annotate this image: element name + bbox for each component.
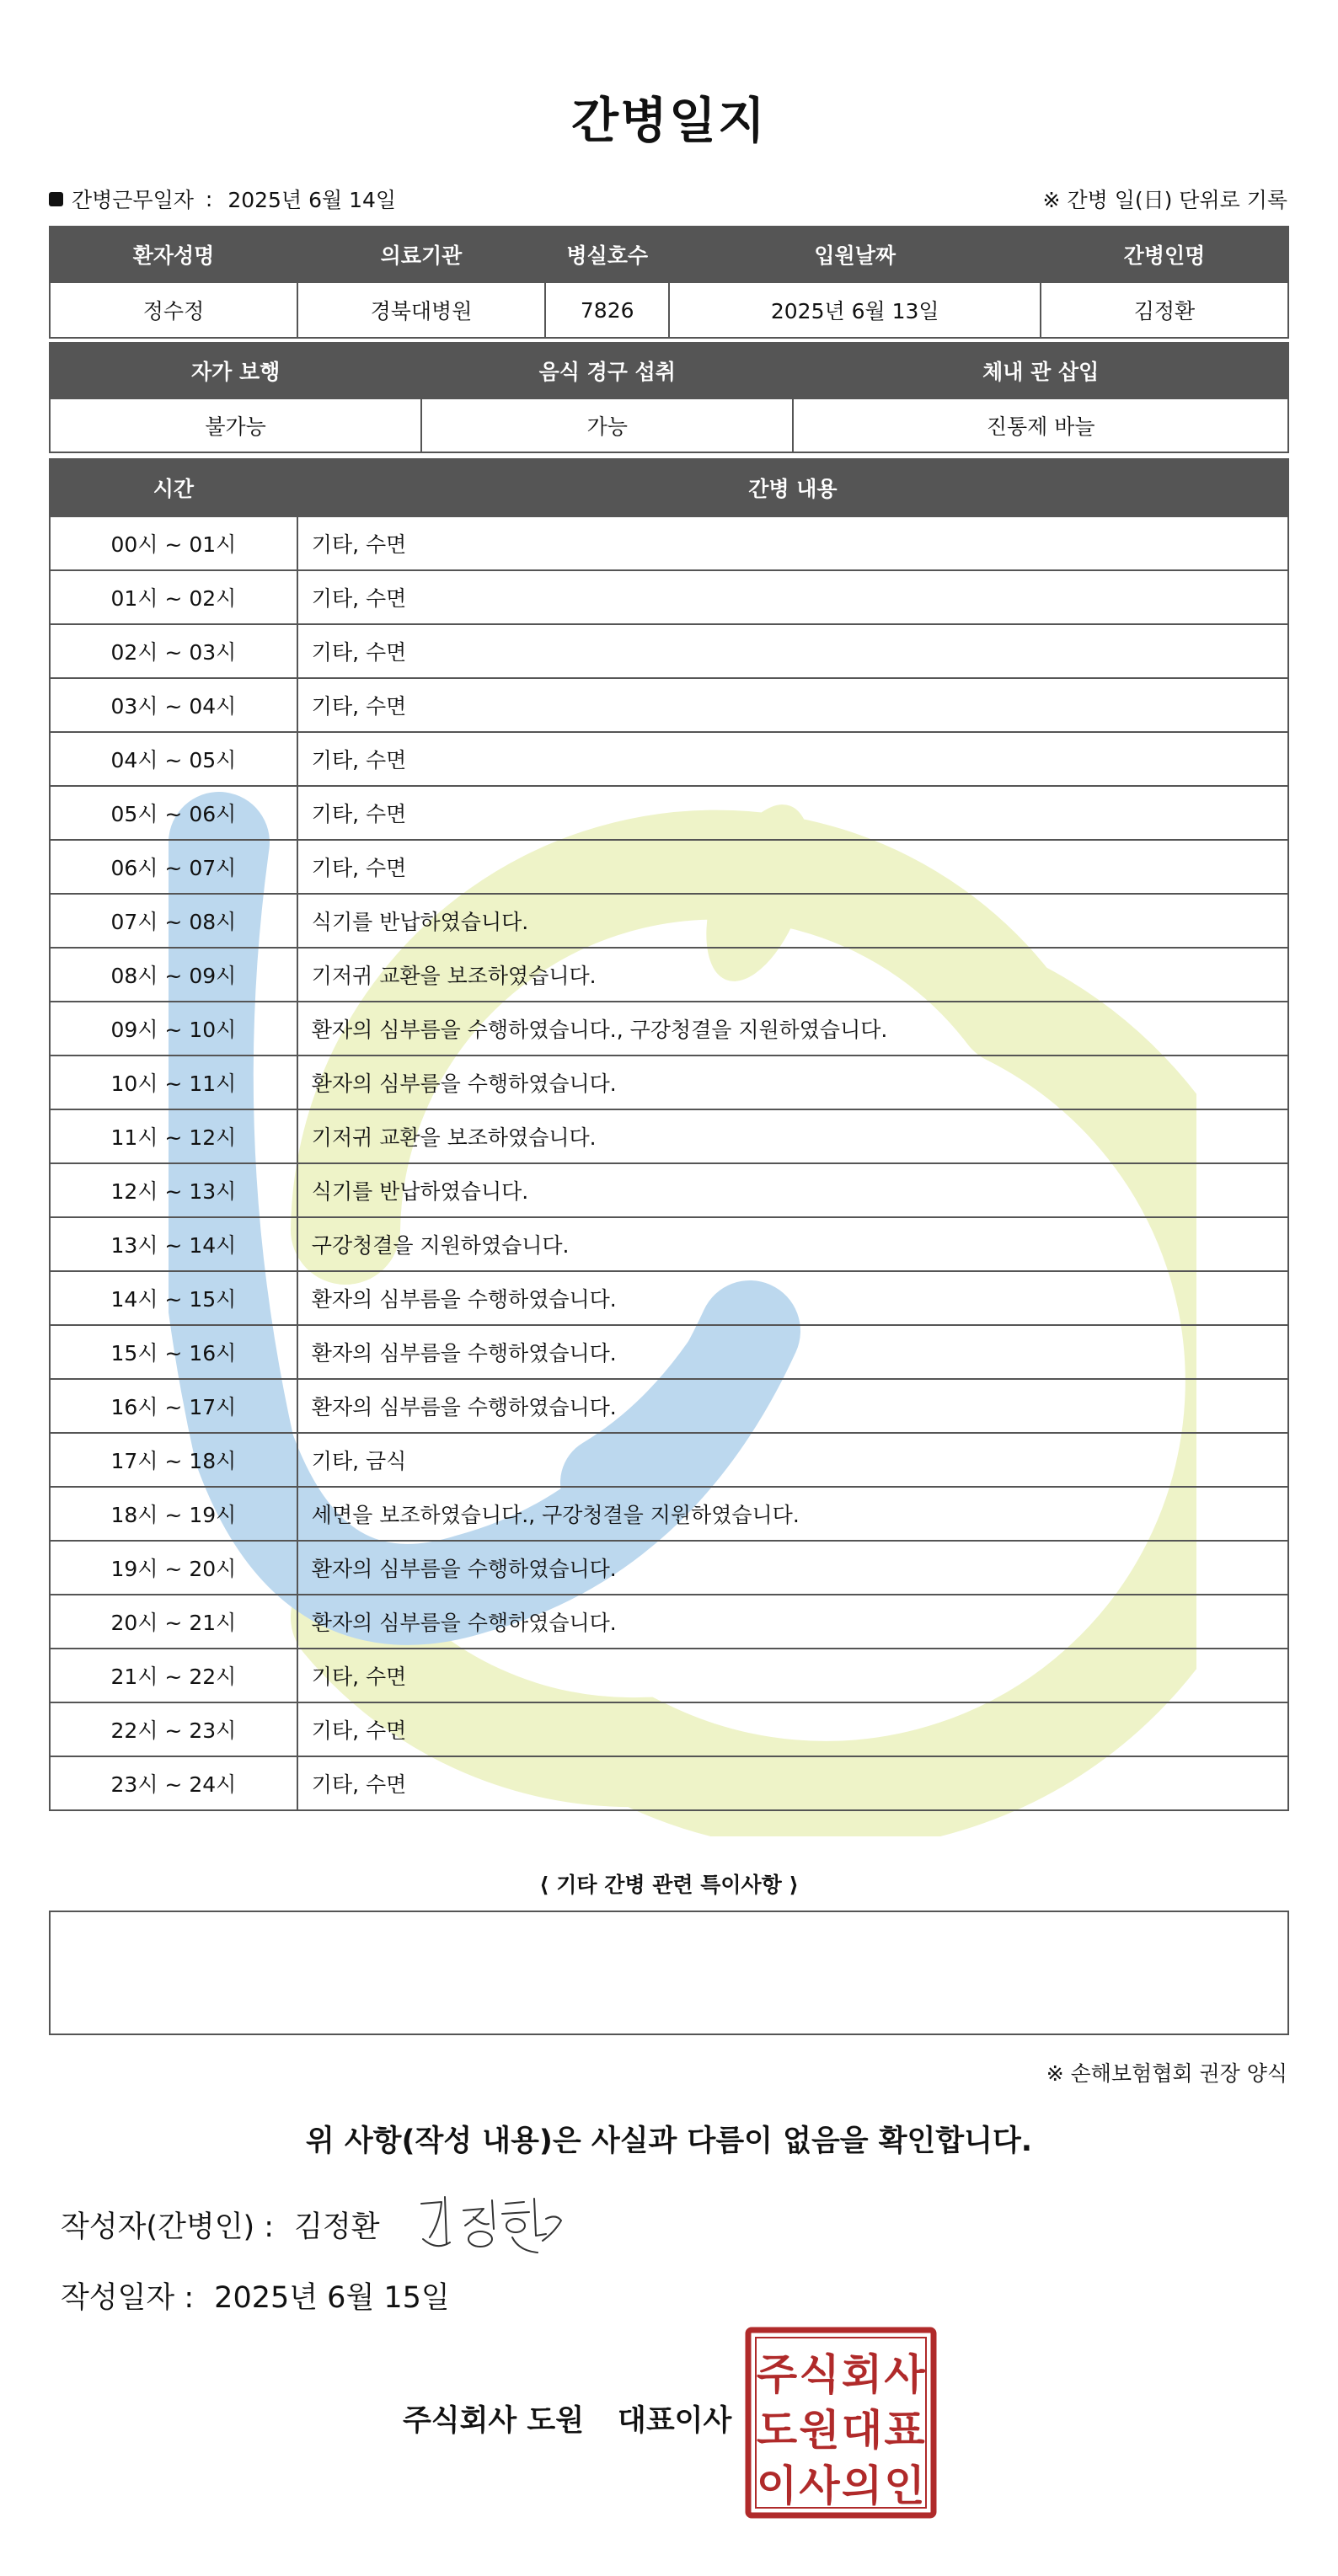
care-log-body: [50, 516, 1288, 1810]
admission-date-value: 2025년 6월 13일: [669, 282, 1040, 338]
care-log-time-cell: 10시 ~ 11시: [50, 1056, 297, 1109]
confirmation-statement: 위 사항(작성 내용)은 사실과 다름이 없음을 확인합니다.: [305, 2124, 1033, 2158]
seal-glyph: 사: [884, 2350, 925, 2399]
care-log-row: [50, 1541, 1288, 1595]
care-log-time-cell: 14시 ~ 15시: [50, 1271, 297, 1325]
care-log-row: [50, 1325, 1288, 1379]
care-log-time-cell: 03시 ~ 04시: [50, 678, 297, 732]
care-log-content-cell: 환자의 심부름을 수행하였습니다.: [297, 1379, 1288, 1433]
care-log-time-cell: 04시 ~ 05시: [50, 732, 297, 786]
care-log-row: [50, 570, 1288, 624]
header-tube-insertion: 체내 관 삽입: [793, 343, 1288, 398]
header-time: 시간: [50, 459, 297, 516]
care-log-content-cell: 환자의 심부름을 수행하였습니다.: [297, 1271, 1288, 1325]
care-log-row: [50, 948, 1288, 1002]
care-log-content-cell: 구강청결을 지원하였습니다.: [297, 1217, 1288, 1271]
header-patient-name: 환자성명: [50, 227, 297, 282]
care-log-row: [50, 1271, 1288, 1325]
form-note: ※ 손해보험협회 권장 양식: [1046, 2061, 1287, 2086]
company-seal-stamp: [745, 2327, 937, 2519]
care-log-row: [50, 732, 1288, 786]
tube-insertion-value: 진통제 바늘: [793, 398, 1288, 452]
care-log-time-cell: 11시 ~ 12시: [50, 1109, 297, 1163]
care-log-content-cell: 기저귀 교환을 보조하였습니다.: [297, 948, 1288, 1002]
care-log-content-cell: 식기를 반납하였습니다.: [297, 1163, 1288, 1217]
care-log-row: [50, 894, 1288, 948]
care-log-header-row: [50, 459, 1288, 516]
company-rep-title: 대표이사: [618, 2404, 732, 2438]
written-date-line: [61, 2274, 450, 2317]
care-log-time-cell: 08시 ~ 09시: [50, 948, 297, 1002]
remarks-box: [49, 1911, 1289, 2035]
seal-glyph: 의: [841, 2461, 883, 2510]
care-log-content-cell: 기타, 수면: [297, 840, 1288, 894]
work-date-value: 2025년 6월 14일: [227, 188, 397, 212]
self-walking-value: 불가능: [50, 398, 421, 452]
header-room-number: 병실호수: [545, 227, 670, 282]
header-oral-intake: 음식 경구 섭취: [421, 343, 793, 398]
company-name: 주식회사 도원: [403, 2404, 585, 2438]
writer-name: 김정환: [294, 2210, 380, 2244]
care-log-content-cell: 환자의 심부름을 수행하였습니다.: [297, 1056, 1288, 1109]
care-log-row: [50, 624, 1288, 678]
header-hospital: 의료기관: [297, 227, 545, 282]
care-log-time-cell: 21시 ~ 22시: [50, 1649, 297, 1702]
work-date-line: [49, 184, 396, 214]
written-date-label: 작성일자 :: [61, 2281, 195, 2315]
care-log-time-cell: 23시 ~ 24시: [50, 1756, 297, 1810]
care-log-content-cell: 식기를 반납하였습니다.: [297, 894, 1288, 948]
seal-glyph: 회: [841, 2350, 883, 2399]
care-log-row: [50, 678, 1288, 732]
care-log-row: [50, 1379, 1288, 1433]
oral-intake-value: 가능: [421, 398, 793, 452]
work-date-colon: :: [205, 186, 213, 211]
care-log-time-cell: 13시 ~ 14시: [50, 1217, 297, 1271]
seal-glyph: 주: [756, 2350, 798, 2399]
header-self-walking: 자가 보행: [50, 343, 421, 398]
care-log-time-cell: 02시 ~ 03시: [50, 624, 297, 678]
care-log-row: [50, 1756, 1288, 1810]
care-log-row: [50, 1487, 1288, 1541]
care-log-content-cell: 기타, 수면: [297, 570, 1288, 624]
caregiver-name-value: 김정환: [1041, 282, 1288, 338]
care-log-content-cell: 기타, 수면: [297, 516, 1288, 570]
care-log-content-cell: 기타, 수면: [297, 1756, 1288, 1810]
patient-status-table: [49, 342, 1289, 453]
writer-line: [61, 2204, 380, 2246]
header-care-content: 간병 내용: [297, 459, 1288, 516]
care-log-time-cell: 18시 ~ 19시: [50, 1487, 297, 1541]
hospital-value: 경북대병원: [297, 282, 545, 338]
care-log-row: [50, 1056, 1288, 1109]
seal-glyph: 표: [884, 2406, 925, 2455]
care-log-content-cell: 환자의 심부름을 수행하였습니다., 구강청결을 지원하였습니다.: [297, 1002, 1288, 1056]
patient-status-header-row: [50, 343, 1288, 398]
remarks-title: ⟨ 기타 간병 관련 특이사항 ⟩: [539, 1873, 799, 1897]
care-log-content-cell: 환자의 심부름을 수행하였습니다.: [297, 1325, 1288, 1379]
seal-glyph: 사: [799, 2461, 840, 2510]
patient-info-value-row: [50, 282, 1288, 338]
room-number-value: 7826: [545, 282, 670, 338]
patient-info-header-row: [50, 227, 1288, 282]
care-log-time-cell: 00시 ~ 01시: [50, 516, 297, 570]
care-log-row: [50, 1649, 1288, 1702]
care-log-content-cell: 세면을 보조하였습니다., 구강청결을 지원하였습니다.: [297, 1487, 1288, 1541]
company-line: [403, 2397, 731, 2440]
written-date-value: 2025년 6월 15일: [214, 2281, 450, 2315]
square-bullet-icon: [49, 192, 63, 206]
care-log-row: [50, 840, 1288, 894]
care-log-row: [50, 1109, 1288, 1163]
header-admission-date: 입원날짜: [669, 227, 1040, 282]
seal-glyph: 이: [756, 2461, 798, 2510]
care-log-row: [50, 1217, 1288, 1271]
care-log-time-cell: 01시 ~ 02시: [50, 570, 297, 624]
care-log-row: [50, 1163, 1288, 1217]
care-log-row: [50, 1002, 1288, 1056]
care-log-time-cell: 16시 ~ 17시: [50, 1379, 297, 1433]
patient-status-value-row: [50, 398, 1288, 452]
writer-label: 작성자(간병인) :: [61, 2210, 275, 2244]
care-log-content-cell: 기타, 수면: [297, 678, 1288, 732]
care-log-time-cell: 06시 ~ 07시: [50, 840, 297, 894]
care-log-time-cell: 07시 ~ 08시: [50, 894, 297, 948]
care-log-time-cell: 09시 ~ 10시: [50, 1002, 297, 1056]
care-log-time-cell: 15시 ~ 16시: [50, 1325, 297, 1379]
handwritten-signature: [411, 2185, 568, 2261]
care-log-content-cell: 기타, 수면: [297, 786, 1288, 840]
care-log-row: [50, 1702, 1288, 1756]
seal-glyph: 식: [799, 2350, 840, 2399]
care-log-time-cell: 19시 ~ 20시: [50, 1541, 297, 1595]
care-log-time-cell: 12시 ~ 13시: [50, 1163, 297, 1217]
care-log-content-cell: 기타, 수면: [297, 732, 1288, 786]
care-log-content-cell: 환자의 심부름을 수행하였습니다.: [297, 1541, 1288, 1595]
seal-glyph: 인: [884, 2461, 925, 2510]
care-log-row: [50, 1595, 1288, 1649]
document-title: 간병일지: [570, 92, 768, 149]
care-log-time-cell: 17시 ~ 18시: [50, 1433, 297, 1487]
care-log-content-cell: 기저귀 교환을 보조하였습니다.: [297, 1109, 1288, 1163]
care-log-content-cell: 기타, 금식: [297, 1433, 1288, 1487]
care-log-row: [50, 1433, 1288, 1487]
care-log-content-cell: 기타, 수면: [297, 624, 1288, 678]
unit-note: ※ 간병 일(日) 단위로 기록: [1042, 188, 1287, 212]
seal-glyph: 원: [799, 2406, 840, 2455]
patient-name-value: 정수정: [50, 282, 297, 338]
care-log-content-cell: 기타, 수면: [297, 1649, 1288, 1702]
care-log-content-cell: 기타, 수면: [297, 1702, 1288, 1756]
work-date-label: 간병근무일자: [72, 188, 194, 212]
seal-glyph: 대: [841, 2406, 883, 2455]
care-log-row: [50, 786, 1288, 840]
care-log-row: [50, 516, 1288, 570]
care-log-time-cell: 05시 ~ 06시: [50, 786, 297, 840]
care-log-content-cell: 환자의 심부름을 수행하였습니다.: [297, 1595, 1288, 1649]
header-caregiver-name: 간병인명: [1041, 227, 1288, 282]
seal-glyph: 도: [756, 2406, 798, 2455]
patient-info-table: [49, 226, 1289, 339]
care-log-time-cell: 22시 ~ 23시: [50, 1702, 297, 1756]
care-log-table: [49, 458, 1289, 1811]
care-log-time-cell: 20시 ~ 21시: [50, 1595, 297, 1649]
